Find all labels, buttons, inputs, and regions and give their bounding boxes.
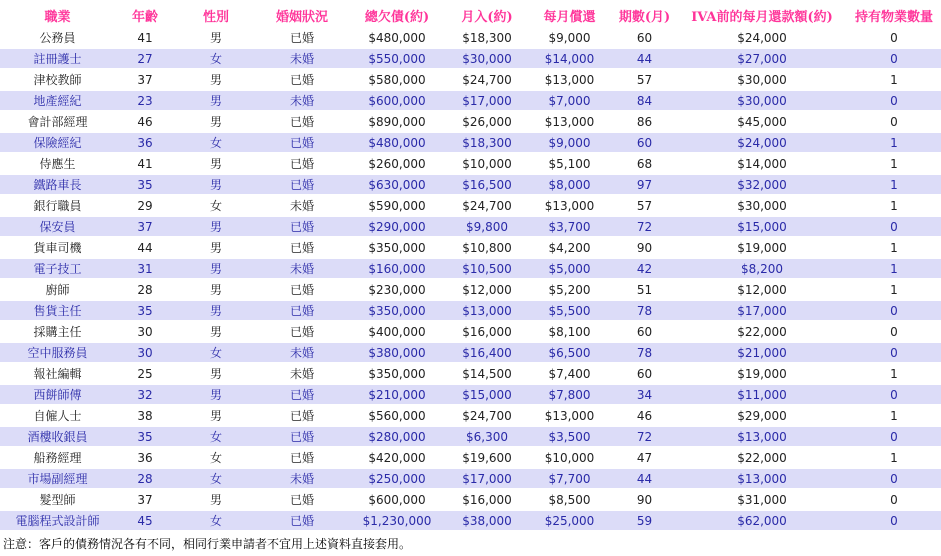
- cell-properties-owned: 1: [847, 238, 941, 257]
- cell-age: 27: [115, 49, 175, 68]
- table-row: [0, 301, 941, 320]
- cell-age: 30: [115, 322, 175, 341]
- cell-marital-status: 未婚: [257, 343, 347, 362]
- cell-gender: 女: [175, 469, 257, 488]
- cell-total-debt: $890,000: [347, 112, 447, 131]
- cell-age: 36: [115, 133, 175, 152]
- table-row: [0, 217, 941, 236]
- cell-term-months: 72: [612, 427, 677, 446]
- cell-marital-status: 未婚: [257, 196, 347, 215]
- table-body: [0, 28, 941, 530]
- cell-age: 35: [115, 175, 175, 194]
- disclaimer-note: 注意：客戶的債務情況各有不同，相同行業申請者不宜用上述資料直接套用。: [3, 537, 412, 551]
- cell-marital-status: 已婚: [257, 28, 347, 47]
- cell-pre-iva-repayment: $32,000: [677, 175, 847, 194]
- cell-age: 46: [115, 112, 175, 131]
- cell-gender: 男: [175, 217, 257, 236]
- cell-age: 37: [115, 217, 175, 236]
- cell-total-debt: $350,000: [347, 301, 447, 320]
- cell-gender: 女: [175, 343, 257, 362]
- cell-marital-status: 已婚: [257, 406, 347, 425]
- cell-monthly-repayment: $13,000: [527, 70, 612, 89]
- cell-marital-status: 已婚: [257, 301, 347, 320]
- cell-monthly-repayment: $8,000: [527, 175, 612, 194]
- cell-pre-iva-repayment: $15,000: [677, 217, 847, 236]
- header-marital-status: 婚姻狀況: [257, 5, 347, 26]
- cell-total-debt: $600,000: [347, 91, 447, 110]
- cell-marital-status: 已婚: [257, 175, 347, 194]
- cell-monthly-repayment: $13,000: [527, 196, 612, 215]
- cell-gender: 女: [175, 49, 257, 68]
- cell-properties-owned: 0: [847, 28, 941, 47]
- table-row: [0, 154, 941, 173]
- cell-age: 30: [115, 343, 175, 362]
- cell-age: 23: [115, 91, 175, 110]
- cell-monthly-income: $10,000: [447, 154, 527, 173]
- cell-marital-status: 已婚: [257, 133, 347, 152]
- cell-pre-iva-repayment: $27,000: [677, 49, 847, 68]
- cell-term-months: 46: [612, 406, 677, 425]
- cell-term-months: 44: [612, 49, 677, 68]
- table-row: [0, 469, 941, 488]
- cell-properties-owned: 1: [847, 154, 941, 173]
- table-row: [0, 490, 941, 509]
- cell-term-months: 60: [612, 28, 677, 47]
- cell-pre-iva-repayment: $30,000: [677, 70, 847, 89]
- cell-marital-status: 未婚: [257, 469, 347, 488]
- table-row: [0, 280, 941, 299]
- cell-term-months: 60: [612, 133, 677, 152]
- cell-total-debt: $1,230,000: [347, 511, 447, 530]
- cell-term-months: 84: [612, 91, 677, 110]
- cell-marital-status: 已婚: [257, 385, 347, 404]
- cell-term-months: 47: [612, 448, 677, 467]
- cell-monthly-repayment: $8,100: [527, 322, 612, 341]
- cell-total-debt: $550,000: [347, 49, 447, 68]
- cell-age: 44: [115, 238, 175, 257]
- cell-marital-status: 已婚: [257, 238, 347, 257]
- cell-gender: 女: [175, 511, 257, 530]
- cell-occupation: 售貨主任: [0, 301, 115, 320]
- cell-occupation: 保安員: [0, 217, 115, 236]
- cell-properties-owned: 1: [847, 406, 941, 425]
- header-properties-owned: 持有物業數量: [847, 5, 941, 26]
- cell-gender: 男: [175, 364, 257, 383]
- cell-term-months: 51: [612, 280, 677, 299]
- cell-monthly-repayment: $4,200: [527, 238, 612, 257]
- cell-total-debt: $350,000: [347, 238, 447, 257]
- table-row: [0, 238, 941, 257]
- cell-age: 38: [115, 406, 175, 425]
- cell-term-months: 90: [612, 490, 677, 509]
- cell-pre-iva-repayment: $22,000: [677, 448, 847, 467]
- header-age: 年齡: [115, 5, 175, 26]
- cell-pre-iva-repayment: $30,000: [677, 91, 847, 110]
- cell-gender: 男: [175, 154, 257, 173]
- cell-gender: 男: [175, 301, 257, 320]
- cell-total-debt: $590,000: [347, 196, 447, 215]
- cell-properties-owned: 1: [847, 280, 941, 299]
- cell-term-months: 72: [612, 217, 677, 236]
- cell-term-months: 97: [612, 175, 677, 194]
- cell-properties-owned: 0: [847, 511, 941, 530]
- cell-pre-iva-repayment: $14,000: [677, 154, 847, 173]
- cell-gender: 男: [175, 91, 257, 110]
- cell-marital-status: 已婚: [257, 154, 347, 173]
- cell-total-debt: $380,000: [347, 343, 447, 362]
- cell-age: 45: [115, 511, 175, 530]
- cell-total-debt: $250,000: [347, 469, 447, 488]
- cell-total-debt: $160,000: [347, 259, 447, 278]
- cell-marital-status: 已婚: [257, 322, 347, 341]
- cell-age: 31: [115, 259, 175, 278]
- cell-gender: 男: [175, 490, 257, 509]
- cell-term-months: 78: [612, 301, 677, 320]
- cell-pre-iva-repayment: $13,000: [677, 427, 847, 446]
- cell-total-debt: $560,000: [347, 406, 447, 425]
- cell-pre-iva-repayment: $8,200: [677, 259, 847, 278]
- cell-pre-iva-repayment: $21,000: [677, 343, 847, 362]
- cell-gender: 女: [175, 448, 257, 467]
- cell-term-months: 78: [612, 343, 677, 362]
- cell-properties-owned: 1: [847, 70, 941, 89]
- cell-age: 29: [115, 196, 175, 215]
- cell-gender: 女: [175, 133, 257, 152]
- table-row: [0, 91, 941, 110]
- cell-occupation: 銀行職員: [0, 196, 115, 215]
- cell-monthly-repayment: $13,000: [527, 406, 612, 425]
- cell-marital-status: 未婚: [257, 49, 347, 68]
- cell-pre-iva-repayment: $31,000: [677, 490, 847, 509]
- cell-pre-iva-repayment: $24,000: [677, 133, 847, 152]
- cell-monthly-repayment: $5,100: [527, 154, 612, 173]
- cell-total-debt: $480,000: [347, 28, 447, 47]
- cell-total-debt: $290,000: [347, 217, 447, 236]
- table-row: [0, 364, 941, 383]
- table-row: [0, 28, 941, 47]
- cell-monthly-repayment: $5,000: [527, 259, 612, 278]
- cell-monthly-repayment: $5,200: [527, 280, 612, 299]
- cell-monthly-income: $12,000: [447, 280, 527, 299]
- cell-monthly-repayment: $5,500: [527, 301, 612, 320]
- cell-total-debt: $600,000: [347, 490, 447, 509]
- cell-properties-owned: 0: [847, 112, 941, 131]
- cell-total-debt: $580,000: [347, 70, 447, 89]
- cell-monthly-income: $38,000: [447, 511, 527, 530]
- cell-monthly-income: $24,700: [447, 70, 527, 89]
- cell-monthly-income: $10,500: [447, 259, 527, 278]
- cell-monthly-income: $13,000: [447, 301, 527, 320]
- cell-occupation: 會計部經理: [0, 112, 115, 131]
- table-row: [0, 511, 941, 530]
- cell-monthly-repayment: $14,000: [527, 49, 612, 68]
- cell-gender: 男: [175, 238, 257, 257]
- cell-occupation: 空中服務員: [0, 343, 115, 362]
- cell-monthly-income: $16,500: [447, 175, 527, 194]
- cell-occupation: 保險經紀: [0, 133, 115, 152]
- cell-properties-owned: 0: [847, 49, 941, 68]
- cell-term-months: 34: [612, 385, 677, 404]
- cell-monthly-income: $30,000: [447, 49, 527, 68]
- header-pre-iva-repayment: IVA前的每月還款額(約): [677, 5, 847, 26]
- table-row: [0, 133, 941, 152]
- cell-term-months: 90: [612, 238, 677, 257]
- cell-gender: 男: [175, 406, 257, 425]
- cell-monthly-repayment: $8,500: [527, 490, 612, 509]
- cell-term-months: 57: [612, 70, 677, 89]
- cell-occupation: 西餅師傅: [0, 385, 115, 404]
- cell-age: 32: [115, 385, 175, 404]
- cell-properties-owned: 0: [847, 91, 941, 110]
- cell-monthly-repayment: $7,800: [527, 385, 612, 404]
- cell-monthly-income: $24,700: [447, 406, 527, 425]
- cell-age: 35: [115, 301, 175, 320]
- header-monthly-repayment: 每月償還: [527, 5, 612, 26]
- iva-cases-table: [0, 3, 941, 532]
- cell-gender: 女: [175, 427, 257, 446]
- cell-properties-owned: 0: [847, 469, 941, 488]
- table-row: [0, 385, 941, 404]
- cell-occupation: 報社編輯: [0, 364, 115, 383]
- cell-monthly-income: $14,500: [447, 364, 527, 383]
- header-monthly-income: 月入(約): [447, 5, 527, 26]
- cell-occupation: 註冊護士: [0, 49, 115, 68]
- table-row: [0, 343, 941, 362]
- cell-properties-owned: 0: [847, 217, 941, 236]
- cell-occupation: 津校教師: [0, 70, 115, 89]
- cell-occupation: 電子技工: [0, 259, 115, 278]
- cell-occupation: 公務員: [0, 28, 115, 47]
- cell-monthly-income: $9,800: [447, 217, 527, 236]
- header-total-debt: 總欠債(約): [347, 5, 447, 26]
- cell-marital-status: 已婚: [257, 70, 347, 89]
- cell-gender: 男: [175, 259, 257, 278]
- cell-gender: 女: [175, 196, 257, 215]
- cell-monthly-income: $16,000: [447, 490, 527, 509]
- cell-gender: 男: [175, 280, 257, 299]
- cell-pre-iva-repayment: $29,000: [677, 406, 847, 425]
- cell-occupation: 電腦程式設計師: [0, 511, 115, 530]
- cell-occupation: 廚師: [0, 280, 115, 299]
- cell-age: 41: [115, 154, 175, 173]
- cell-pre-iva-repayment: $45,000: [677, 112, 847, 131]
- cell-gender: 男: [175, 322, 257, 341]
- cell-monthly-repayment: $7,700: [527, 469, 612, 488]
- cell-gender: 男: [175, 28, 257, 47]
- cell-marital-status: 已婚: [257, 511, 347, 530]
- cell-total-debt: $350,000: [347, 364, 447, 383]
- cell-gender: 男: [175, 112, 257, 131]
- cell-occupation: 酒樓收銀員: [0, 427, 115, 446]
- cell-age: 37: [115, 70, 175, 89]
- cell-total-debt: $420,000: [347, 448, 447, 467]
- cell-occupation: 髮型師: [0, 490, 115, 509]
- cell-marital-status: 未婚: [257, 259, 347, 278]
- table-row: [0, 175, 941, 194]
- cell-occupation: 地產經紀: [0, 91, 115, 110]
- cell-age: 36: [115, 448, 175, 467]
- cell-monthly-income: $16,000: [447, 322, 527, 341]
- cell-occupation: 貨車司機: [0, 238, 115, 257]
- cell-occupation: 採購主任: [0, 322, 115, 341]
- cell-age: 28: [115, 280, 175, 299]
- cell-monthly-repayment: $7,000: [527, 91, 612, 110]
- cell-properties-owned: 0: [847, 427, 941, 446]
- table-row: [0, 406, 941, 425]
- cell-monthly-repayment: $6,500: [527, 343, 612, 362]
- cell-monthly-repayment: $9,000: [527, 133, 612, 152]
- cell-age: 28: [115, 469, 175, 488]
- cell-pre-iva-repayment: $11,000: [677, 385, 847, 404]
- cell-marital-status: 已婚: [257, 217, 347, 236]
- header-occupation: 職業: [0, 5, 115, 26]
- cell-term-months: 60: [612, 322, 677, 341]
- cell-properties-owned: 1: [847, 196, 941, 215]
- cell-monthly-income: $17,000: [447, 91, 527, 110]
- cell-properties-owned: 0: [847, 385, 941, 404]
- cell-term-months: 59: [612, 511, 677, 530]
- cell-pre-iva-repayment: $62,000: [677, 511, 847, 530]
- cell-marital-status: 已婚: [257, 280, 347, 299]
- cell-term-months: 86: [612, 112, 677, 131]
- cell-monthly-income: $18,300: [447, 28, 527, 47]
- cell-gender: 男: [175, 175, 257, 194]
- header-term-months: 期數(月): [612, 5, 677, 26]
- cell-marital-status: 已婚: [257, 448, 347, 467]
- cell-occupation: 市場副經理: [0, 469, 115, 488]
- cell-monthly-repayment: $7,400: [527, 364, 612, 383]
- cell-gender: 男: [175, 70, 257, 89]
- cell-pre-iva-repayment: $19,000: [677, 238, 847, 257]
- cell-marital-status: 已婚: [257, 112, 347, 131]
- cell-monthly-income: $17,000: [447, 469, 527, 488]
- table-row: [0, 49, 941, 68]
- cell-monthly-income: $10,800: [447, 238, 527, 257]
- table-row: [0, 196, 941, 215]
- cell-age: 37: [115, 490, 175, 509]
- cell-properties-owned: 0: [847, 490, 941, 509]
- cell-monthly-repayment: $9,000: [527, 28, 612, 47]
- cell-marital-status: 未婚: [257, 364, 347, 383]
- table-row: [0, 112, 941, 131]
- cell-occupation: 船務經理: [0, 448, 115, 467]
- cell-monthly-repayment: $25,000: [527, 511, 612, 530]
- cell-pre-iva-repayment: $17,000: [677, 301, 847, 320]
- table-row: [0, 448, 941, 467]
- cell-total-debt: $480,000: [347, 133, 447, 152]
- cell-pre-iva-repayment: $19,000: [677, 364, 847, 383]
- cell-total-debt: $630,000: [347, 175, 447, 194]
- cell-age: 41: [115, 28, 175, 47]
- header-gender: 性別: [175, 5, 257, 26]
- table-row: [0, 322, 941, 341]
- cell-properties-owned: 1: [847, 448, 941, 467]
- cell-monthly-income: $6,300: [447, 427, 527, 446]
- cell-term-months: 60: [612, 364, 677, 383]
- cell-total-debt: $210,000: [347, 385, 447, 404]
- cell-monthly-repayment: $13,000: [527, 112, 612, 131]
- cell-age: 35: [115, 427, 175, 446]
- cell-term-months: 44: [612, 469, 677, 488]
- cell-total-debt: $280,000: [347, 427, 447, 446]
- header-row: [0, 5, 941, 26]
- cell-pre-iva-repayment: $22,000: [677, 322, 847, 341]
- cell-properties-owned: 1: [847, 364, 941, 383]
- cell-properties-owned: 1: [847, 259, 941, 278]
- table-row: [0, 259, 941, 278]
- cell-occupation: 鐵路車長: [0, 175, 115, 194]
- cell-marital-status: 已婚: [257, 427, 347, 446]
- cell-marital-status: 未婚: [257, 91, 347, 110]
- cell-monthly-income: $19,600: [447, 448, 527, 467]
- cell-total-debt: $260,000: [347, 154, 447, 173]
- cell-occupation: 自僱人士: [0, 406, 115, 425]
- cell-pre-iva-repayment: $13,000: [677, 469, 847, 488]
- cell-monthly-income: $24,700: [447, 196, 527, 215]
- cell-gender: 男: [175, 385, 257, 404]
- table-row: [0, 427, 941, 446]
- cell-monthly-repayment: $10,000: [527, 448, 612, 467]
- table-row: [0, 70, 941, 89]
- cell-properties-owned: 0: [847, 343, 941, 362]
- cell-monthly-income: $15,000: [447, 385, 527, 404]
- cell-properties-owned: 0: [847, 322, 941, 341]
- cell-monthly-income: $18,300: [447, 133, 527, 152]
- cell-monthly-repayment: $3,500: [527, 427, 612, 446]
- cell-total-debt: $400,000: [347, 322, 447, 341]
- cell-term-months: 57: [612, 196, 677, 215]
- cell-properties-owned: 1: [847, 133, 941, 152]
- cell-age: 25: [115, 364, 175, 383]
- cell-properties-owned: 0: [847, 301, 941, 320]
- cell-pre-iva-repayment: $12,000: [677, 280, 847, 299]
- cell-total-debt: $230,000: [347, 280, 447, 299]
- cell-term-months: 68: [612, 154, 677, 173]
- cell-occupation: 侍應生: [0, 154, 115, 173]
- cell-pre-iva-repayment: $30,000: [677, 196, 847, 215]
- cell-properties-owned: 1: [847, 175, 941, 194]
- cell-monthly-income: $26,000: [447, 112, 527, 131]
- cell-term-months: 42: [612, 259, 677, 278]
- cell-monthly-income: $16,400: [447, 343, 527, 362]
- cell-marital-status: 已婚: [257, 490, 347, 509]
- cell-pre-iva-repayment: $24,000: [677, 28, 847, 47]
- cell-monthly-repayment: $3,700: [527, 217, 612, 236]
